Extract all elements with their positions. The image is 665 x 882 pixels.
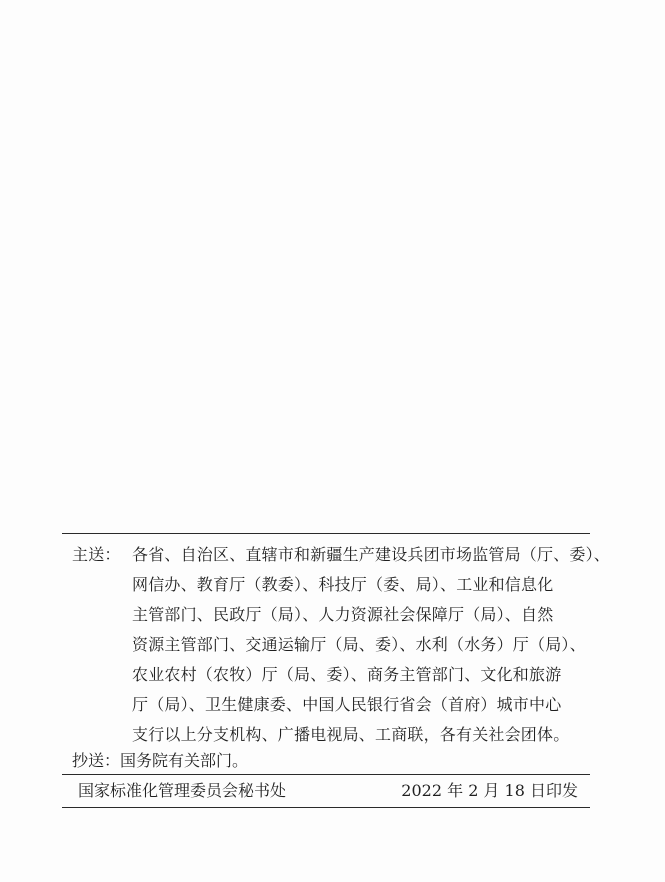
- issuer-name: 国家标准化管理委员会秘书处: [78, 781, 287, 800]
- distribution-block: [72, 540, 611, 750]
- recipients-line: 各省、自治区、直辖市和新疆生产建设兵团市场监管局（厅、委）、: [132, 545, 611, 564]
- recipients-line: 厅（局）、卫生健康委、中国人民银行省会（首府）城市中心: [132, 695, 562, 714]
- recipients-line: 支行以上分支机构、广播电视局、工商联，各有关社会团体。: [132, 725, 570, 744]
- middle-divider: [62, 774, 590, 775]
- cc-label: 抄送：: [72, 751, 121, 770]
- issue-date: 2022 年 2 月 18 日印发: [401, 781, 578, 800]
- issuance-footer: [78, 780, 578, 802]
- cc-line: [72, 748, 248, 774]
- recipients-line: 主管部门、民政厅（局）、人力资源社会保障厅（局）、自然: [132, 605, 554, 624]
- cc-text: 国务院有关部门。: [120, 751, 249, 770]
- recipients-line: 农业农村（农牧）厅（局、委）、商务主管部门、文化和旅游: [132, 665, 562, 684]
- top-divider: [62, 533, 590, 534]
- recipients-label: 主送：: [72, 545, 121, 564]
- recipients-first-line: [72, 540, 611, 570]
- recipients-line: 资源主管部门、交通运输厅（局、委）、水利（水务）厅（局）、: [132, 635, 586, 654]
- recipients-line: 网信办、教育厅（教委）、科技厅（委、局）、工业和信息化: [132, 575, 554, 594]
- bottom-divider: [62, 807, 590, 808]
